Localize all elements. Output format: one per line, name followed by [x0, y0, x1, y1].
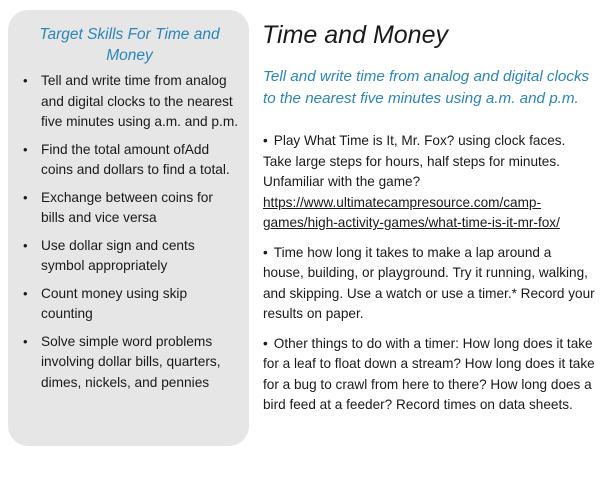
skill-item: [20, 284, 239, 325]
bullet-icon: •: [23, 285, 28, 301]
target-skills-list: [20, 71, 239, 393]
bullet-icon: •: [263, 335, 268, 351]
skill-text: Count money using skip counting: [41, 285, 188, 321]
activity-text: Time how long it takes to make a lap around a house, building, or playground. Try it running, walking, and skipping. Use a watch or use a timer.* Record your results on paper.: [263, 244, 595, 321]
activity-text: Play What Time is It, Mr. Fox? using clock faces. Take large steps for hours, half steps for minutes. Unfamiliar with the game?: [263, 133, 566, 189]
bullet-icon: •: [263, 244, 268, 260]
skill-text: Solve simple word problems involving dollar bills, quarters, dimes, nickels, and pennies: [41, 333, 221, 390]
bullet-icon: •: [23, 189, 28, 205]
activity-paragraph: [263, 131, 595, 234]
main-content: [260, 20, 595, 425]
bullet-icon: •: [23, 333, 28, 349]
skill-item: [20, 188, 239, 229]
target-skills-panel: [8, 10, 249, 446]
skill-item: [20, 140, 239, 181]
section-subtitle: Tell and write time from analog and digital clocks to the nearest five minutes using a.m. and p.m.: [263, 68, 590, 107]
activity-paragraph: [263, 243, 595, 325]
skill-text: Exchange between coins for bills and vice versa: [41, 189, 213, 225]
bullet-icon: •: [263, 133, 268, 148]
page-title: Time and Money: [262, 21, 448, 49]
bullet-icon: •: [23, 73, 28, 88]
skill-text: Find the total amount ofAdd coins and dollars to find a total.: [41, 141, 230, 177]
skill-item: [20, 332, 239, 394]
bullet-icon: •: [23, 141, 28, 157]
skill-text: Tell and write time from analog and digital clocks to the nearest five minutes using a.m. and p.m.: [41, 73, 239, 129]
target-skills-title: Target Skills For Time and Money: [39, 26, 220, 64]
skill-item: [20, 236, 239, 277]
activity-text: Other things to do with a timer: How long does it take for a leaf to float down a stream? How long does it take for a bug to crawl from here to there? How long does a bird feed at a feeder? Record times on data sheets.: [263, 335, 595, 412]
activity-paragraph: [263, 334, 595, 416]
camp-games-link[interactable]: https://www.ultimatecampresource.com/camp-games/high-activity-games/what-time-is-it-mr-fox/: [263, 194, 560, 230]
bullet-icon: •: [23, 237, 28, 253]
skill-text: Use dollar sign and cents symbol appropriately: [41, 237, 195, 273]
skill-item: [20, 71, 239, 133]
